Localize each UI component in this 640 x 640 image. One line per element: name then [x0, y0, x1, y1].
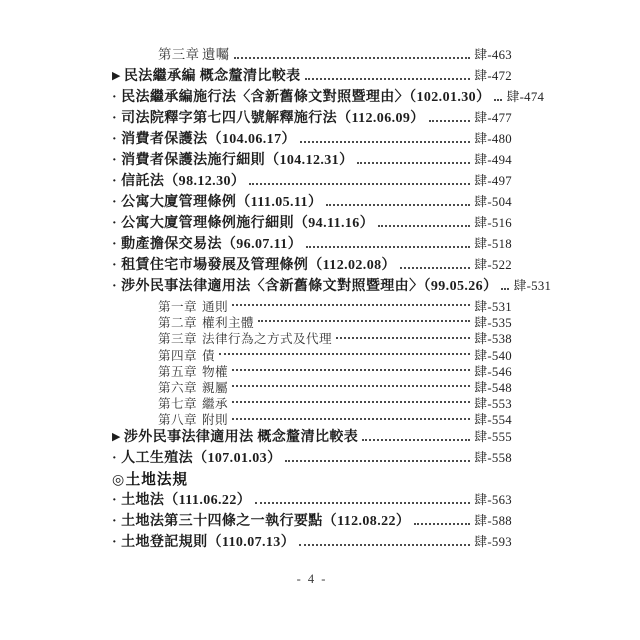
- dotted-leader: [219, 353, 470, 355]
- page-number: 肆-540: [474, 348, 512, 363]
- bullet-icon: ·: [112, 132, 118, 147]
- entry-title: 附則: [202, 413, 228, 428]
- entry-title: 涉外民事法律適用法〈含新舊條文對照暨理由〉（99.05.26）: [121, 279, 498, 294]
- dotted-leader: [232, 401, 470, 403]
- bullet-icon: ·: [112, 534, 118, 550]
- entry-title: 債: [202, 348, 215, 363]
- toc-entry: [112, 296, 512, 312]
- entry-title: 司法院釋字第七四八號解釋施行法（112.06.09）: [121, 111, 425, 126]
- dotted-leader: [232, 304, 470, 306]
- dotted-leader: [501, 288, 509, 290]
- entry-title: 土地法第三十四條之一執行要點（112.08.22）: [121, 513, 411, 529]
- toc-entry: [112, 233, 512, 254]
- entry-title: 民法繼承編 概念釐清比較表: [123, 69, 301, 84]
- dotted-leader: [285, 460, 470, 462]
- page-number: 肆-554: [474, 413, 512, 428]
- page-number: 肆-531: [513, 279, 552, 293]
- dotted-leader: [357, 162, 470, 164]
- entry-title: 法律行為之方式及代理: [202, 332, 332, 347]
- dotted-leader: [305, 78, 471, 80]
- toc-entry: [112, 510, 512, 531]
- dotted-leader: [232, 369, 470, 371]
- entry-title: 親屬: [202, 380, 228, 395]
- page-number: 肆-546: [474, 364, 512, 379]
- toc-entry: [112, 393, 512, 412]
- chapter-label: 第三章: [158, 47, 200, 62]
- bullet-icon: ·: [112, 90, 118, 105]
- toc-entry: [112, 191, 512, 212]
- page-number: 肆-504: [474, 195, 512, 209]
- toc-entry: [112, 128, 512, 149]
- dotted-leader: [336, 337, 470, 339]
- entry-title: 消費者保護法（104.06.17）: [121, 132, 296, 147]
- entry-title: 物權: [202, 364, 228, 379]
- dotted-leader: [255, 502, 470, 504]
- chapter-label: 第四章: [158, 348, 197, 363]
- toc-entry: [112, 409, 512, 428]
- dotted-leader: [414, 523, 470, 525]
- dotted-leader: [299, 544, 470, 546]
- bullet-icon: ·: [112, 153, 118, 168]
- page-number: 肆-588: [474, 513, 512, 528]
- toc-entry: [112, 65, 512, 86]
- entry-title: 土地法（111.06.22）: [121, 492, 252, 508]
- toc-entry: [112, 44, 512, 65]
- entry-title: 遺囑: [202, 47, 230, 62]
- page-number: 肆-497: [474, 174, 512, 188]
- page-number: 肆-558: [474, 450, 512, 465]
- entry-title: 人工生殖法（107.01.03）: [121, 450, 282, 466]
- dotted-leader: [326, 204, 470, 206]
- bullet-icon: ·: [112, 258, 118, 273]
- entry-title: 繼承: [202, 397, 228, 412]
- page-number: 肆-548: [474, 380, 512, 395]
- chapter-label: 第一章: [158, 300, 197, 314]
- dotted-leader: [232, 418, 470, 420]
- page-number: 肆-494: [474, 153, 512, 167]
- page-footer: - 4 -: [296, 572, 328, 586]
- page-number: 肆-480: [474, 132, 512, 146]
- dotted-leader: [234, 57, 471, 59]
- dotted-leader: [429, 120, 471, 122]
- dotted-leader: [258, 320, 470, 322]
- section-marker-icon: ◎: [112, 472, 125, 488]
- toc-entry: [112, 531, 512, 552]
- entry-title: 民法繼承編施行法〈含新舊條文對照暨理由〉（102.01.30）: [121, 90, 491, 105]
- page-number: 肆-518: [474, 237, 512, 251]
- toc-entry: [112, 361, 512, 377]
- page-number: 肆-553: [474, 397, 512, 412]
- bullet-icon: ·: [112, 279, 118, 294]
- toc-entry: [112, 212, 512, 233]
- toc-entry: [112, 447, 512, 468]
- entry-title: 土地法規: [125, 471, 189, 488]
- page-number: 肆-555: [474, 429, 512, 444]
- page-number: 肆-535: [474, 316, 512, 331]
- bullet-icon: ·: [112, 237, 118, 252]
- dotted-leader: [494, 99, 502, 101]
- toc-entry: [112, 426, 512, 447]
- bullet-icon: ·: [112, 174, 118, 189]
- chapter-label: 第八章: [158, 413, 197, 428]
- bullet-icon: ·: [112, 195, 118, 210]
- dotted-leader: [249, 183, 470, 185]
- chapter-label: 第六章: [158, 380, 197, 395]
- bullet-icon: ·: [112, 450, 118, 466]
- dotted-leader: [378, 225, 470, 227]
- page-number: 肆-474: [506, 90, 545, 104]
- page-number: 肆-516: [474, 216, 512, 230]
- page-number: 肆-538: [474, 332, 512, 347]
- toc-entry: [112, 86, 545, 107]
- entry-title: 消費者保護法施行細則（104.12.31）: [121, 153, 354, 168]
- chapter-label: 第三章: [158, 332, 197, 347]
- toc-entry: [112, 377, 512, 393]
- toc-entry: [112, 254, 512, 275]
- page-number: 肆-531: [474, 300, 512, 314]
- toc-entry: [112, 312, 512, 331]
- entry-title: 土地登記規則（110.07.13）: [121, 534, 296, 550]
- page-number: 肆-472: [474, 69, 512, 83]
- entry-title: 公寓大廈管理條例施行細則（94.11.16）: [121, 216, 375, 231]
- dotted-leader: [362, 439, 470, 441]
- page-number: 肆-477: [474, 111, 512, 125]
- entry-title: 權利主體: [202, 316, 254, 331]
- entry-title: 信託法（98.12.30）: [121, 174, 246, 189]
- triangle-marker-icon: ▶: [112, 70, 121, 82]
- toc-entry: [112, 170, 512, 191]
- triangle-marker-icon: ▶: [112, 430, 121, 443]
- page-number: 肆-522: [474, 258, 512, 272]
- toc-entry: [112, 468, 512, 489]
- toc-entry: [112, 489, 512, 510]
- page-number: 肆-563: [474, 492, 512, 507]
- entry-title: 公寓大廈管理條例（111.05.11）: [121, 195, 323, 210]
- dotted-leader: [400, 267, 470, 269]
- toc-entry: [112, 149, 512, 170]
- entry-title: 通則: [202, 300, 228, 314]
- entry-title: 租賃住宅市場發展及管理條例（112.02.08）: [121, 258, 396, 273]
- bullet-icon: ·: [112, 111, 118, 126]
- dotted-leader: [306, 246, 470, 248]
- dotted-leader: [232, 385, 470, 387]
- entry-title: 動產擔保交易法（96.07.11）: [121, 237, 303, 252]
- bullet-icon: ·: [112, 492, 118, 508]
- entry-title: 涉外民事法律適用法 概念釐清比較表: [123, 429, 359, 445]
- toc-entry: [112, 275, 552, 296]
- toc-entry: [112, 328, 512, 347]
- dotted-leader: [300, 141, 470, 143]
- bullet-icon: ·: [112, 216, 118, 231]
- toc-entry: [112, 107, 512, 128]
- toc-list: [112, 44, 552, 552]
- page-number: 肆-593: [474, 534, 512, 549]
- chapter-label: 第二章: [158, 316, 197, 331]
- page-number: 肆-463: [474, 48, 512, 62]
- chapter-label: 第五章: [158, 364, 197, 379]
- bullet-icon: ·: [112, 513, 118, 529]
- chapter-label: 第七章: [158, 397, 197, 412]
